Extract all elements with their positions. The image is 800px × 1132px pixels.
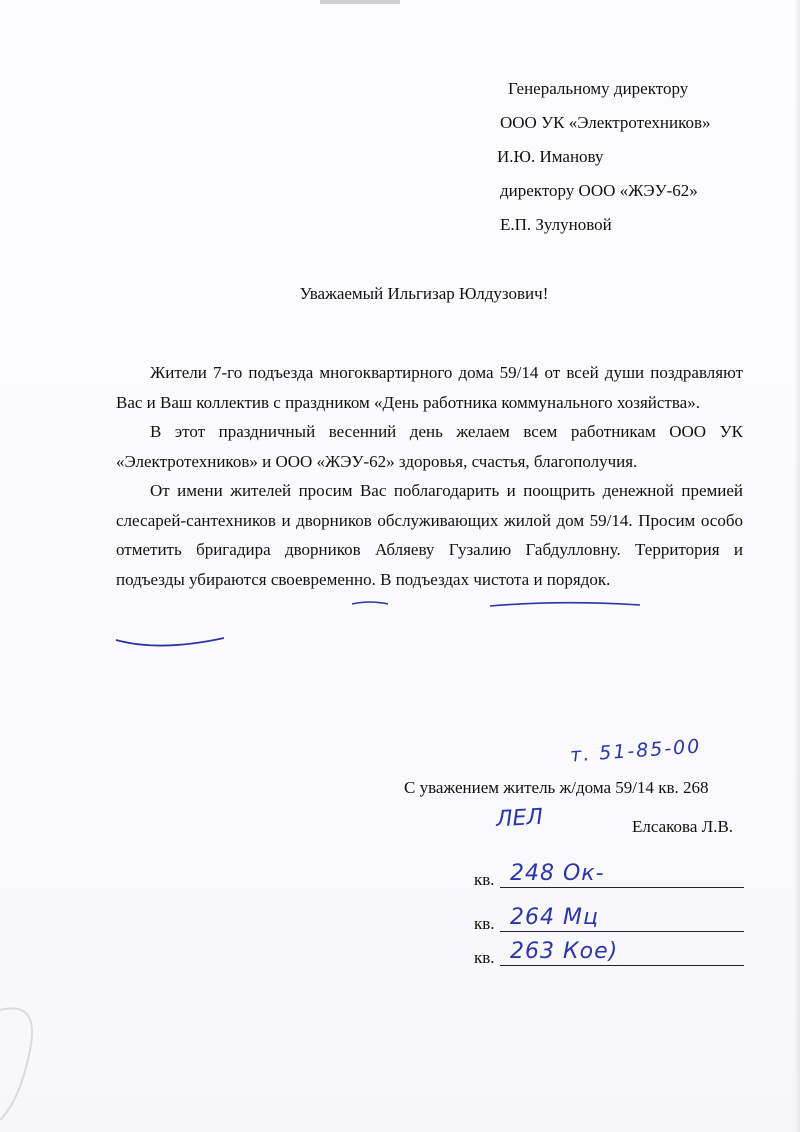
addressee-block [497,72,711,242]
salutation-text: Уважаемый Ильгизар Юлдузович! [299,284,549,303]
handwritten-apartment-signature: 264 Мц [510,905,599,930]
paper-curl-shadow [0,990,140,1132]
addressee-line: Е.П. Зулуновой [500,215,612,234]
apartment-label: кв. [474,870,495,889]
handwritten-phone-note: т. 51-85-00 [569,735,702,767]
handwritten-apartment-signature: 248 Ок- [510,861,605,886]
apartment-signature-line [474,905,744,934]
signature-rule [500,965,744,966]
handwritten-apartment-signature: 263 Кое) [510,939,619,964]
addressee-line: директору ООО «ЖЭУ-62» [500,181,698,200]
salutation [0,284,800,304]
addressee-line: И.Ю. Иманову [497,147,604,166]
scan-mark [320,0,400,4]
paragraph: Жители 7-го подъезда многоквартирного дома 59/14 от всей души поздравляют Вас и Ваш коллектив с праздником «День работника коммунального хозяйства». [116,363,743,412]
signature-rule [500,931,744,932]
paper-edge-shadow [794,0,800,1132]
signer-name: Елсакова Л.В. [632,817,734,836]
apartment-label: кв. [474,914,495,933]
paragraph: От имени жителей просим Вас поблагодарить и поощрить денежной премией слесарей-сантехников и дворников обслуживающих жилой дом 59/14. Просим особо отметить бригадира дворников Абляеву Гузалию Габдулловну. Территория и подъезды убираются своевременно. В подъездах чистота и порядок. [116,481,743,589]
addressee-line: ООО УК «Электротехников» [500,113,711,132]
apartment-signature-line [474,861,744,890]
signoff-text: С уважением житель ж/дома 59/14 кв. 268 [404,778,709,797]
apartment-signature-line [474,939,744,968]
addressee-line: Генеральному директору [508,79,689,98]
paragraph: В этот праздничный весенний день желаем всем работникам ООО УК «Электротехников» и ООО «ЖЭУ-62» здоровья, счастья, благополучия. [116,422,743,471]
apartment-label: кв. [474,948,495,967]
signature-rule [500,887,744,888]
letter-body [116,358,743,594]
signature: ЛЕЛ [495,804,544,833]
